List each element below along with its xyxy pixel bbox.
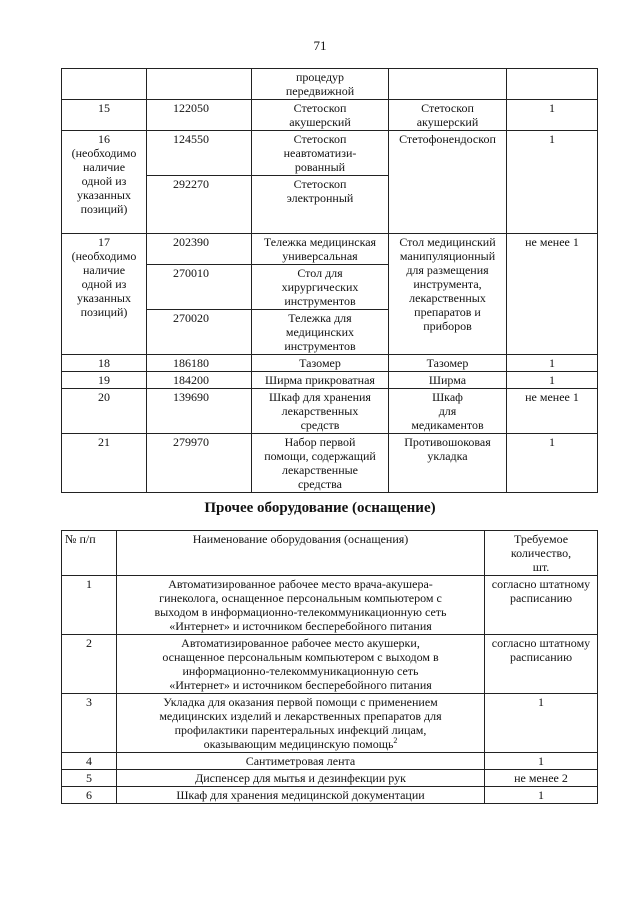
table-cell: 1 bbox=[62, 576, 117, 635]
table-row bbox=[62, 234, 598, 265]
table-cell: 6 bbox=[62, 787, 117, 804]
table-cell: Тазомер bbox=[389, 355, 507, 372]
table-cell: Тазомер bbox=[252, 355, 389, 372]
table-cell: 270020 bbox=[147, 310, 252, 355]
page-number: 71 bbox=[313, 38, 327, 53]
table-cell: 20 bbox=[62, 389, 147, 434]
table-cell: 122050 bbox=[147, 100, 252, 131]
table-cell: согласно штатному расписанию bbox=[485, 576, 598, 635]
table-cell: не менее 2 bbox=[485, 770, 598, 787]
table-cell: 270010 bbox=[147, 265, 252, 310]
table-cell: Стетоскоп неавтоматизи- рованный bbox=[252, 131, 389, 176]
column-header: № п/п bbox=[62, 531, 117, 576]
table-header-row bbox=[62, 531, 598, 576]
table-row bbox=[62, 355, 598, 372]
table-row bbox=[62, 635, 598, 694]
table-cell: Автоматизированное рабочее место акушерки, оснащенное персональным компьютером с выходом в информационно-телекоммуникационную сеть «Интернет» и источником бесперебойного питания bbox=[117, 635, 485, 694]
table-cell: 1 bbox=[507, 355, 598, 372]
table-cell: Стетоскоп электронный bbox=[252, 176, 389, 234]
table-cell: Стол медицинский манипуляционный для размещения инструмента, лекарственных препаратов и приборов bbox=[389, 234, 507, 355]
table-row bbox=[62, 434, 598, 493]
table-cell: согласно штатному расписанию bbox=[485, 635, 598, 694]
table-cell: 2 bbox=[62, 635, 117, 694]
table-cell: 5 bbox=[62, 770, 117, 787]
table-cell: Диспенсер для мытья и дезинфекции рук bbox=[117, 770, 485, 787]
table-cell: 279970 bbox=[147, 434, 252, 493]
table-cell: 4 bbox=[62, 753, 117, 770]
table-row bbox=[62, 770, 598, 787]
table-cell: 139690 bbox=[147, 389, 252, 434]
table-cell: 186180 bbox=[147, 355, 252, 372]
table-cell: 1 bbox=[485, 753, 598, 770]
table-cell: Стетофонендоскоп bbox=[389, 131, 507, 234]
table-row bbox=[62, 787, 598, 804]
table-cell: 1 bbox=[507, 100, 598, 131]
table-cell: Сантиметровая лента bbox=[117, 753, 485, 770]
table-cell: 1 bbox=[485, 694, 598, 753]
table-cell: 1 bbox=[485, 787, 598, 804]
table-row bbox=[62, 372, 598, 389]
table-cell: 21 bbox=[62, 434, 147, 493]
table-cell: процедур передвижной bbox=[252, 69, 389, 100]
table-row bbox=[62, 131, 598, 176]
other-equipment-table bbox=[61, 530, 598, 804]
table-cell bbox=[117, 694, 485, 753]
table-cell: не менее 1 bbox=[507, 389, 598, 434]
table-cell: 292270 bbox=[147, 176, 252, 234]
table-cell: Противошоковая укладка bbox=[389, 434, 507, 493]
cell-text: Укладка для оказания первой помощи с применением медицинских изделий и лекарственных препаратов для профилактики парентеральных инфекций лицам, оказывающим медицинскую помощь bbox=[159, 695, 442, 751]
table-row bbox=[62, 753, 598, 770]
table-cell: 3 bbox=[62, 694, 117, 753]
table-cell: 184200 bbox=[147, 372, 252, 389]
table-row bbox=[62, 69, 598, 100]
table-row bbox=[62, 389, 598, 434]
table-row bbox=[62, 576, 598, 635]
table-cell: 1 bbox=[507, 434, 598, 493]
equipment-table bbox=[61, 68, 598, 493]
table-cell: 18 bbox=[62, 355, 147, 372]
table-cell: Стетоскоп акушерский bbox=[389, 100, 507, 131]
table-row bbox=[62, 694, 598, 753]
table-cell: Тележка медицинская универсальная bbox=[252, 234, 389, 265]
table-cell: 16 (необходимо наличие одной из указанных позиций) bbox=[62, 131, 147, 234]
section-title: Прочее оборудование (оснащение) bbox=[204, 500, 436, 516]
table-cell: Стетоскоп акушерский bbox=[252, 100, 389, 131]
table-cell: Шкаф для хранения лекарственных средств bbox=[252, 389, 389, 434]
footnote-mark: 2 bbox=[393, 736, 398, 745]
table-row bbox=[62, 100, 598, 131]
table-cell: Автоматизированное рабочее место врача-акушера- гинеколога, оснащенное персональным компьютером с выходом в информационно-телекоммуникационную сеть «Интернет» и источником бесперебойного питания bbox=[117, 576, 485, 635]
table-cell: Шкаф для хранения медицинской документации bbox=[117, 787, 485, 804]
table-cell: 124550 bbox=[147, 131, 252, 176]
table-cell: Тележка для медицинских инструментов bbox=[252, 310, 389, 355]
table-cell: Стол для хирургических инструментов bbox=[252, 265, 389, 310]
table-cell: 1 bbox=[507, 372, 598, 389]
table-cell: Ширма bbox=[389, 372, 507, 389]
column-header: Наименование оборудования (оснащения) bbox=[117, 531, 485, 576]
table-cell: 202390 bbox=[147, 234, 252, 265]
table-cell: 17 (необходимо наличие одной из указанных позиций) bbox=[62, 234, 147, 355]
table-cell: не менее 1 bbox=[507, 234, 598, 355]
table-cell: 1 bbox=[507, 131, 598, 234]
table-cell: 15 bbox=[62, 100, 147, 131]
table-cell: Шкаф для медикаментов bbox=[389, 389, 507, 434]
table-cell: Набор первой помощи, содержащий лекарственные средства bbox=[252, 434, 389, 493]
table-cell: Ширма прикроватная bbox=[252, 372, 389, 389]
column-header: Требуемое количество, шт. bbox=[485, 531, 598, 576]
table-cell: 19 bbox=[62, 372, 147, 389]
